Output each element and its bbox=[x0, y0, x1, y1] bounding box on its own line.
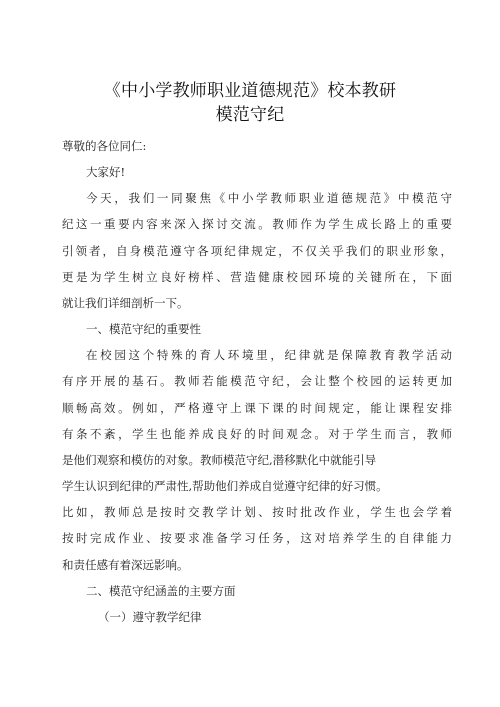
section-heading: 二、模范守纪涵盖的主要方面 bbox=[86, 584, 236, 598]
subsection-heading: （一）遵守教学纪律 bbox=[98, 610, 202, 624]
paragraph-line: 按时完成作业、按要求准备学习任务，这对培养学生的自律能力 bbox=[62, 531, 452, 545]
paragraph-line: 有条不紊，学生也能养成良好的时间观念。对于学生而言，教师 bbox=[62, 427, 452, 441]
salutation: 尊敬的各位同仁: bbox=[62, 139, 147, 153]
document-title-line-2: 模范守纪 bbox=[215, 105, 285, 125]
document-title-line-1: 《中小学教师职业道德规范》校本教研 bbox=[103, 81, 397, 101]
paragraph-line: 更是为学生树立良好榜样、营造健康校园环境的关键所在，下面 bbox=[62, 270, 452, 284]
paragraph-line: 就让我们详细剖析一下。 bbox=[62, 296, 189, 310]
paragraph-line: 和责任感有着深远影响。 bbox=[62, 558, 189, 572]
greeting: 大家好! bbox=[86, 165, 126, 179]
paragraph-line: 学生认识到纪律的严肃性,帮助他们养成自觉遵守纪律的好习惯。 bbox=[62, 479, 388, 493]
paragraph-line: 今天，我们一同聚焦《中小学教师职业道德规范》中模范守 bbox=[86, 191, 452, 205]
paragraph-line: 比如，教师总是按时交教学计划、按时批改作业，学生也会学着 bbox=[62, 505, 452, 519]
paragraph-line: 是他们观察和模仿的对象。教师模范守纪,潜移默化中就能引导 bbox=[62, 453, 377, 467]
paragraph-line: 引领者，自身模范遵守各项纪律规定，不仅关乎我们的职业形象， bbox=[62, 244, 452, 258]
paragraph-line: 有序开展的基石。教师若能模范守纪，会让整个校园的运转更加 bbox=[62, 374, 452, 388]
paragraph-line: 在校园这个特殊的育人环境里，纪律就是保障教育教学活动 bbox=[86, 348, 452, 362]
section-heading: 一、模范守纪的重要性 bbox=[86, 322, 201, 336]
paragraph-line: 顺畅高效。例如，严格遵守上课下课的时间规定，能让课程安排 bbox=[62, 401, 452, 415]
paragraph-line: 纪这一重要内容来深入探讨交流。教师作为学生成长路上的重要 bbox=[62, 217, 452, 231]
